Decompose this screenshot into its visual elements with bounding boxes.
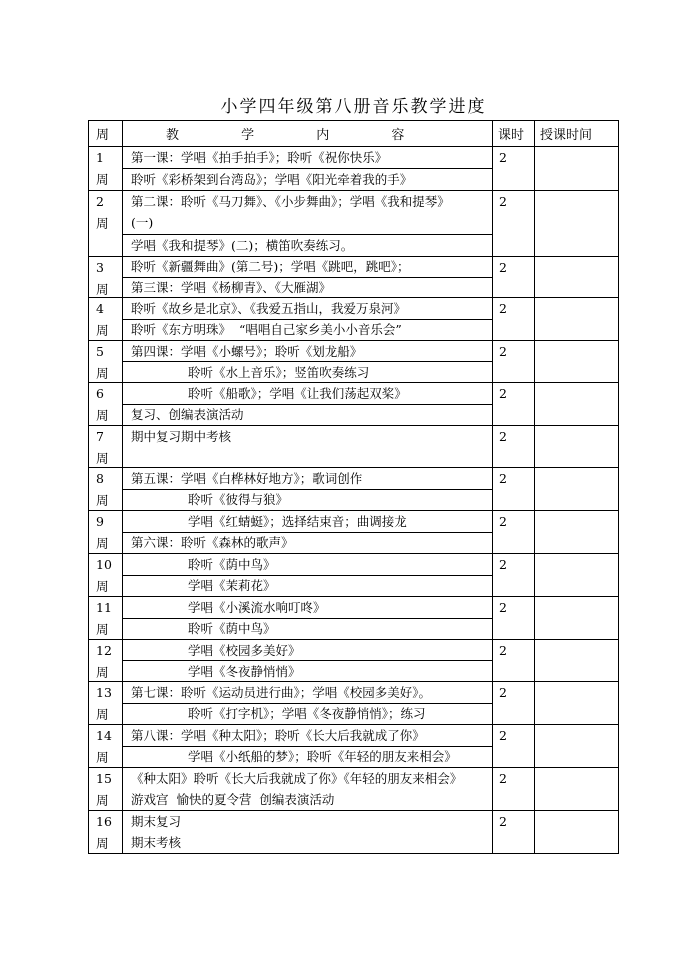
- hours-cell: 2: [493, 554, 535, 597]
- week-number: 3: [96, 260, 104, 275]
- content-line: 聆听《东方明珠》 “唱唱自己家乡美小小音乐会”: [131, 322, 402, 338]
- content-subrow: [123, 147, 492, 168]
- content-cell: [123, 811, 493, 854]
- week-row: [89, 426, 619, 468]
- header-hours: 课时: [493, 121, 535, 147]
- content-cell: [123, 147, 493, 191]
- week-number: 14: [96, 728, 112, 743]
- content-subrow: [123, 319, 492, 341]
- week-number: 1: [96, 150, 104, 165]
- week-label-cell: [89, 383, 123, 426]
- content-line: 期末考核: [131, 835, 182, 850]
- week-label-cell: [89, 191, 123, 257]
- hours-cell: 2: [493, 811, 535, 854]
- time-cell: [535, 147, 619, 191]
- week-unit: 周: [96, 706, 109, 722]
- time-cell: [535, 511, 619, 554]
- content-subrow: [123, 361, 492, 382]
- content-cell: [123, 725, 493, 768]
- content-line: 第一课：学唱《拍手拍手》；聆听《祝你快乐》: [131, 150, 388, 165]
- content-line: 期中复习期中考核: [131, 428, 232, 444]
- content-cell: [123, 768, 493, 811]
- content-line: 第四课：学唱《小螺号》；聆听《划龙船》: [131, 343, 363, 359]
- content-subrow: [123, 554, 492, 575]
- time-cell: [535, 554, 619, 597]
- content-subrow: [123, 640, 492, 660]
- week-row: [89, 725, 619, 768]
- week-label-cell: [89, 468, 123, 511]
- content-subrow: [123, 725, 492, 746]
- content-subrow: [123, 618, 492, 640]
- week-label-cell: [89, 768, 123, 811]
- week-unit: 周: [96, 407, 109, 423]
- week-row: [89, 554, 619, 597]
- content-subrow: [123, 234, 492, 256]
- content-line: 聆听《彩桥架到台湾岛》；学唱《阳光牵着我的手》: [131, 172, 413, 187]
- time-cell: [535, 257, 619, 298]
- content-cell: [123, 257, 493, 298]
- week-label-cell: [89, 511, 123, 554]
- week-row: [89, 468, 619, 511]
- week-unit: 周: [96, 281, 109, 297]
- content-line: 学唱《小溪流水响叮咚》: [188, 599, 326, 615]
- week-number: 5: [96, 344, 104, 359]
- content-line: 第八课：学唱《种太阳》；聆听《长大后我就成了你》: [131, 727, 425, 743]
- content-subrow: [123, 811, 492, 832]
- content-cell: [123, 511, 493, 554]
- time-cell: [535, 768, 619, 811]
- week-number: 15: [96, 771, 112, 786]
- content-line: 第五课：学唱《白桦林好地方》；歌词创作: [131, 470, 363, 486]
- content-line: 学唱《小纸船的梦》；聆听《年轻的朋友来相会》: [188, 749, 457, 765]
- header-content: 教 学 内 容: [123, 121, 493, 147]
- hours-cell: 2: [493, 768, 535, 811]
- week-number: 10: [96, 557, 112, 572]
- content-line: 聆听《新疆舞曲》(第二号)；学唱《跳吧，跳吧》；: [131, 259, 410, 275]
- week-label-cell: [89, 257, 123, 298]
- content-cell: [123, 682, 493, 725]
- time-cell: [535, 468, 619, 511]
- content-line: 聆听《荫中鸟》: [188, 621, 276, 637]
- week-label-cell: [89, 554, 123, 597]
- week-label-cell: [89, 147, 123, 191]
- week-unit: 周: [96, 365, 109, 381]
- hours-cell: 2: [493, 640, 535, 682]
- week-row: [89, 768, 619, 811]
- content-line: 学唱《红蜻蜓》；选择结束音；曲调接龙: [188, 513, 407, 529]
- header-week: 周: [89, 121, 123, 147]
- week-number: 6: [96, 386, 104, 401]
- week-label-cell: [89, 811, 123, 854]
- week-unit: 周: [96, 171, 109, 187]
- content-line: 第七课：聆听《运动员进行曲》；学唱《校园多美好》。: [131, 684, 432, 700]
- content-line: 第三课：学唱《杨柳青》、《大雁湖》: [131, 279, 332, 295]
- content-line: 学唱《茉莉花》: [188, 578, 276, 594]
- week-unit: 周: [96, 749, 109, 765]
- week-label-cell: [89, 426, 123, 468]
- week-label-cell: [89, 725, 123, 768]
- time-cell: [535, 383, 619, 426]
- content-subrow: [123, 257, 492, 277]
- week-number: 9: [96, 514, 104, 529]
- content-subrow: [123, 341, 492, 361]
- content-line: 聆听《荫中鸟》: [188, 556, 276, 572]
- content-subrow: [123, 489, 492, 511]
- content-subrow: [123, 768, 492, 789]
- content-subrow: [123, 682, 492, 703]
- hours-cell: 2: [493, 468, 535, 511]
- week-label-cell: [89, 682, 123, 725]
- content-line: 《种太阳》聆听《长大后我就成了你》《年轻的朋友来相会》: [131, 771, 463, 786]
- content-cell: [123, 468, 493, 511]
- hours-cell: 2: [493, 725, 535, 768]
- table-body: [89, 147, 619, 854]
- week-number: 7: [96, 429, 104, 444]
- content-cell: [123, 426, 493, 468]
- content-line: 学唱《我和提琴》(二)；横笛吹奏练习。: [131, 237, 354, 253]
- week-unit: 周: [96, 578, 109, 594]
- content-cell: [123, 597, 493, 640]
- week-row: [89, 147, 619, 191]
- content-subrow: [123, 511, 492, 532]
- content-cell: [123, 341, 493, 383]
- content-subrow: [123, 383, 492, 404]
- time-cell: [535, 191, 619, 257]
- content-line: 学唱《冬夜静悄悄》: [188, 663, 301, 679]
- content-subrow: [123, 168, 492, 190]
- content-line: 第六课：聆听《森林的歌声》: [131, 535, 294, 551]
- header-row: [89, 121, 619, 147]
- hours-cell: 2: [493, 426, 535, 468]
- content-subrow: [123, 277, 492, 298]
- page-title: 小学四年级第八册音乐教学进度: [220, 97, 487, 117]
- content-line: 聆听《船歌》；学唱《让我们荡起双桨》: [188, 385, 407, 401]
- content-cell: [123, 191, 493, 257]
- hours-cell: 2: [493, 341, 535, 383]
- time-cell: [535, 640, 619, 682]
- week-unit: 周: [96, 535, 109, 551]
- week-number: 11: [96, 600, 112, 615]
- content-subrow: [123, 832, 492, 853]
- time-cell: [535, 341, 619, 383]
- content-line: 期末复习: [131, 814, 182, 829]
- content-cell: [123, 298, 493, 341]
- week-unit: 周: [96, 492, 109, 508]
- content-line: 游戏宫 愉快的夏令营 创编表演活动: [131, 792, 335, 807]
- content-line: 第二课：聆听《马刀舞》、《小步舞曲》；学唱《我和提琴》: [131, 194, 450, 210]
- schedule-table: [88, 120, 619, 854]
- hours-cell: 2: [493, 682, 535, 725]
- content-line: 学唱《校园多美好》: [188, 642, 301, 658]
- content-subrow: [123, 703, 492, 725]
- content-line: 聆听《彼得与狼》: [188, 492, 289, 508]
- week-row: [89, 682, 619, 725]
- time-cell: [535, 725, 619, 768]
- content-subrow: [123, 426, 492, 447]
- week-row: [89, 298, 619, 341]
- content-filler: [123, 447, 492, 468]
- content-subrow: [123, 404, 492, 426]
- week-row: [89, 257, 619, 298]
- content-subrow: [123, 191, 492, 234]
- week-row: [89, 341, 619, 383]
- content-subrow: [123, 532, 492, 554]
- content-cell: [123, 554, 493, 597]
- content-line: 聆听《打字机》；学唱《冬夜静悄悄》；练习: [188, 706, 426, 722]
- content-subrow: [123, 597, 492, 618]
- time-cell: [535, 597, 619, 640]
- week-number: 16: [96, 814, 112, 829]
- content-subrow: [123, 575, 492, 597]
- time-cell: [535, 682, 619, 725]
- week-row: [89, 191, 619, 257]
- content-subrow: [123, 468, 492, 489]
- week-unit: 周: [96, 664, 109, 680]
- week-row: [89, 383, 619, 426]
- week-unit: 周: [96, 322, 109, 338]
- hours-cell: 2: [493, 257, 535, 298]
- hours-cell: 2: [493, 383, 535, 426]
- content-subrow: [123, 746, 492, 768]
- content-line: 聆听《水上音乐》；竖笛吹奏练习: [188, 364, 370, 380]
- content-subrow: [123, 298, 492, 319]
- content-subrow: [123, 789, 492, 810]
- content-line: 聆听《故乡是北京》、《我爱五指山，我爱万泉河》: [131, 300, 407, 316]
- week-label-cell: [89, 640, 123, 682]
- week-row: [89, 640, 619, 682]
- content-cell: [123, 383, 493, 426]
- content-line: (一): [131, 215, 154, 231]
- week-number: 2: [96, 194, 104, 209]
- week-number: 13: [96, 685, 112, 700]
- week-label-cell: [89, 341, 123, 383]
- week-number: 8: [96, 471, 104, 486]
- content-subrow: [123, 660, 492, 681]
- week-number: 4: [96, 301, 104, 316]
- time-cell: [535, 298, 619, 341]
- hours-cell: 2: [493, 191, 535, 257]
- week-unit: 周: [96, 215, 109, 231]
- hours-cell: 2: [493, 597, 535, 640]
- time-cell: [535, 426, 619, 468]
- week-label-cell: [89, 298, 123, 341]
- week-unit: 周: [96, 792, 109, 808]
- week-unit: 周: [96, 835, 109, 851]
- content-line: 复习、创编表演活动: [131, 407, 244, 423]
- week-row: [89, 597, 619, 640]
- week-row: [89, 811, 619, 854]
- header-time: 授课时间: [535, 121, 619, 147]
- content-cell: [123, 640, 493, 682]
- week-unit: 周: [96, 621, 109, 637]
- week-label-cell: [89, 597, 123, 640]
- week-row: [89, 511, 619, 554]
- week-number: 12: [96, 643, 112, 658]
- hours-cell: 2: [493, 298, 535, 341]
- week-unit: 周: [96, 450, 109, 466]
- hours-cell: 2: [493, 147, 535, 191]
- hours-cell: 2: [493, 511, 535, 554]
- time-cell: [535, 811, 619, 854]
